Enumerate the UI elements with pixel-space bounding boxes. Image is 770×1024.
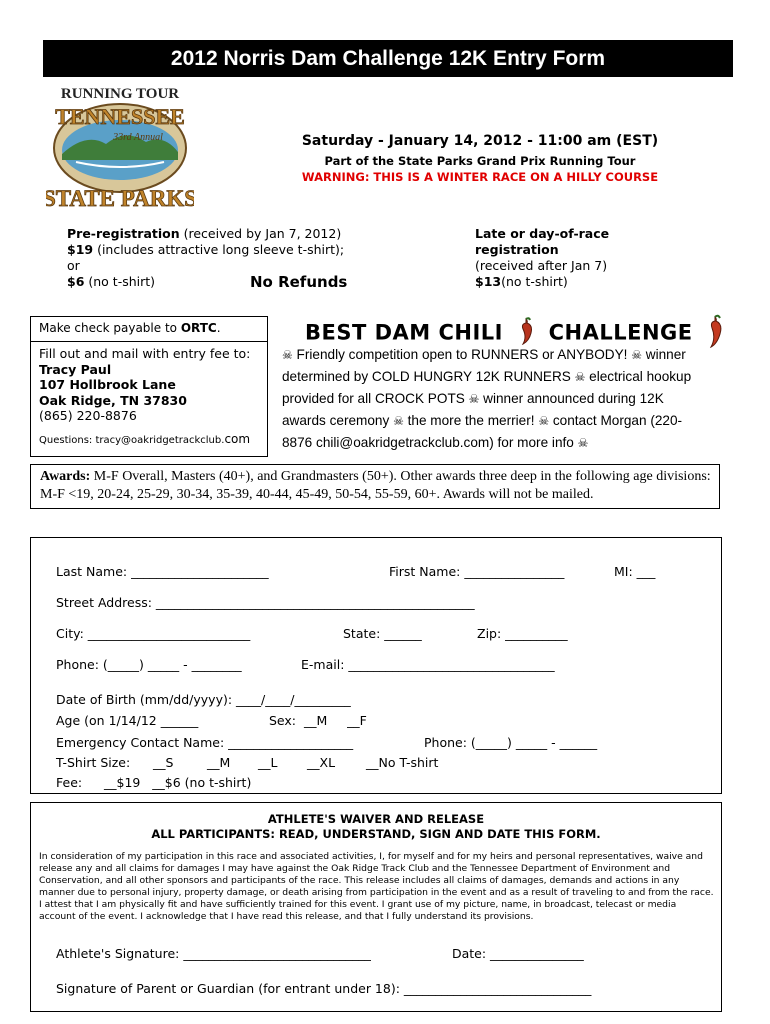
questions-email: Questions: tracy@oakridgetrackclub. [39,434,225,446]
payable-box [30,316,268,342]
chili-line4a: awards ceremony [282,413,394,428]
emergency-phone-field[interactable]: Phone: (_____) _____ - ______ [424,735,598,750]
svg-text:TENNESSEE: TENNESSEE [55,104,185,129]
fee-label: Fee: [56,775,83,790]
tshirt-option-l[interactable]: __L [258,755,278,770]
late-registration [475,226,675,290]
price-no-shirt-detail: (no t-shirt) [84,274,156,289]
waiver-heading: ATHLETE'S WAIVER AND RELEASE [267,812,485,826]
mi-field[interactable]: MI: ___ [614,564,656,579]
no-refunds: No Refunds [250,273,348,291]
last-name-field[interactable]: Last Name: ______________________ [56,564,269,579]
awards-box [30,464,720,509]
awards-text: M-F Overall, Masters (40+), and Grandmasters (50+). Other awards three deep in the following age divisions: M-F <19, 20-24, 25-29, 30-34, 35-39, 40-44, 45-49, 50-54, 55-59, 60+. Awards will not be mailed. [40,469,711,502]
chili-description [282,344,722,454]
waiver-subheading: ALL PARTICIPANTS: READ, UNDERSTAND, SIGN AND DATE THIS FORM. [151,827,601,841]
zip-field[interactable]: Zip: __________ [477,626,568,641]
skull-icon: ☠ [538,414,550,428]
event-date: Saturday - January 14, 2012 - 11:00 am (EST) [301,133,659,149]
event-warning: WARNING: THIS IS A WINTER RACE ON A HILLY COURSE [301,170,659,184]
state-field[interactable]: State: ______ [343,626,422,641]
late-line2: registration [475,242,559,257]
chili-line3a: provided for all CROCK POTS [282,391,469,406]
dob-field[interactable]: Date of Birth (mm/dd/yyyy): ____/____/_________ [56,692,351,707]
first-name-field[interactable]: First Name: ________________ [389,564,565,579]
chili-title-left: BEST DAM CHILI [305,320,503,345]
svg-text:STATE PARKS: STATE PARKS [46,186,194,211]
waiver-box [30,802,722,1012]
payable-suffix: . [216,321,221,335]
mail-city: Oak Ridge, TN 37830 [39,392,187,408]
late-price-detail: (no t-shirt) [501,274,568,289]
tshirt-option-m[interactable]: __M [207,755,231,770]
tshirt-size-label: T-Shirt Size: [56,755,131,770]
late-line1: Late or day-of-race [475,226,610,241]
skull-icon: ☠ [577,436,589,450]
chili-title-right: CHALLENGE [548,320,693,345]
skull-icon: ☠ [393,414,404,428]
entry-form [30,537,722,794]
guardian-signature-field[interactable]: Signature of Parent or Guardian (for entrant under 18): ______________________________ [56,981,592,996]
payable-prefix: Make check payable to [39,321,181,335]
chili-line1b: winner [642,347,686,362]
street-address-field[interactable]: Street Address: ___________________________________________________ [56,595,475,610]
form-title: 2012 Norris Dam Challenge 12K Entry Form [43,40,733,77]
waiver-text: In consideration of my participation in this race and associated activities, I, for myself and for my heirs and personal representatives, waive and release any and all claims for damages I may have against the Oak Ridge Track Club and the Tennessee Department of Environment and Conservation, and all other sponsors and participants of the race. This release includes all claims of damages, demands and actions in any manner due to personal injury, property damage, or death arising from participation in the event and as a result of traveling to and from the race. I attest that I am physically fit and have sufficiently trained for this event. I grant use of my picture, name, in broadcast, telecast or media account of the event. I acknowledge that I have read this release, and that I fully understand its provisions. [39,851,714,922]
chili-line5a: 8876 chili@oakridgetrackclub.com) for more info [282,435,578,450]
price-with-shirt: $19 [67,242,94,257]
chili-line2b: electrical hookup [585,369,692,384]
age-field[interactable]: Age (on 1/14/12 ______ [56,713,199,728]
awards-label: Awards: [40,469,91,484]
signature-date-field[interactable]: Date: _______________ [452,946,584,961]
svg-text:RUNNING TOUR: RUNNING TOUR [60,86,180,102]
skull-icon: ☠ [282,348,293,362]
or-text: or [67,258,80,273]
svg-text:33rd Annual: 33rd Annual [113,132,163,143]
tshirt-option-none[interactable]: __No T-shirt [366,755,439,770]
fill-out-text: Fill out and mail with entry fee to: [39,346,251,361]
emergency-contact-field[interactable]: Emergency Contact Name: ____________________ [56,735,354,750]
chili-line4c: contact Morgan (220- [549,413,683,428]
questions-email-suffix: com [224,431,251,446]
price-no-shirt: $6 [67,274,85,289]
pre-registration-detail: (received by Jan 7, 2012) [179,226,342,241]
tennessee-state-parks-logo [46,82,194,214]
late-line3: (received after Jan 7) [475,258,608,273]
fee-options[interactable]: __$19 __$6 (no t-shirt) [104,775,252,790]
chili-line3b: winner announced during 12K [479,391,664,406]
chili-line1a: Friendly competition open to RUNNERS or ANYBODY! [292,347,632,362]
mail-street: 107 Hollbrook Lane [39,377,176,392]
athlete-signature-field[interactable]: Athlete's Signature: ______________________________ [56,946,371,961]
skull-icon: ☠ [468,392,480,406]
mail-address-box [30,341,268,457]
registration-pricing [67,226,397,290]
city-field[interactable]: City: __________________________ [56,626,251,641]
email-field[interactable]: E-mail: _________________________________ [301,657,555,672]
skull-icon: ☠ [574,370,586,384]
skull-icon: ☠ [631,348,642,362]
sex-field[interactable]: Sex: __M __F [269,713,367,728]
mail-name: Tracy Paul [39,361,112,377]
phone-field[interactable]: Phone: (_____) _____ - ________ [56,657,242,672]
chili-line4b: the more the merrier! [403,413,539,428]
event-subtitle: Part of the State Parks Grand Prix Running Tour [324,154,636,168]
payable-to: ORTC [180,321,217,335]
tshirt-option-xl[interactable]: __XL [307,755,336,770]
chili-line2a: determined by COLD HUNGRY 12K RUNNERS [282,369,575,384]
pre-registration-label: Pre-registration [67,226,180,241]
mail-phone: (865) 220-8876 [39,408,137,423]
tshirt-option-s[interactable]: __S [153,755,174,770]
late-price: $13 [475,274,502,289]
price-with-shirt-detail: (includes attractive long sleeve t-shirt); [93,242,345,257]
